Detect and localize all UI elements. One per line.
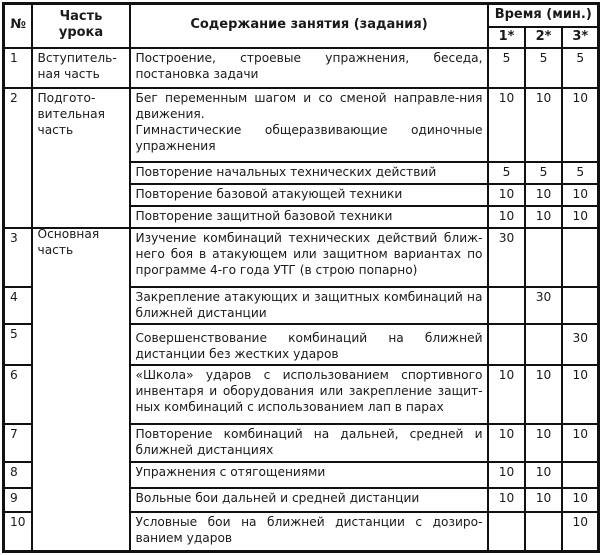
header-lesson-part: Часть урока bbox=[32, 4, 130, 48]
time-2 bbox=[525, 228, 562, 287]
header-number: № bbox=[4, 4, 32, 48]
time-2: 10 bbox=[525, 88, 562, 162]
row-number: 10 bbox=[4, 512, 32, 552]
time-2: 30 bbox=[525, 287, 562, 324]
header-time: Время (мин.) bbox=[488, 4, 599, 27]
time-1: 10 bbox=[488, 365, 525, 424]
time-3: 10 bbox=[562, 365, 599, 424]
header-time-col-2: 2* bbox=[525, 27, 562, 48]
time-3: 10 bbox=[562, 184, 599, 206]
time-1 bbox=[488, 287, 525, 324]
time-1: 10 bbox=[488, 488, 525, 512]
table-row bbox=[4, 88, 599, 162]
time-1 bbox=[488, 324, 525, 365]
time-2: 10 bbox=[525, 488, 562, 512]
task-content bbox=[130, 88, 488, 162]
lesson-part bbox=[32, 228, 130, 552]
header-time-col-1: 1* bbox=[488, 27, 525, 48]
table-row bbox=[4, 48, 599, 88]
time-3 bbox=[562, 228, 599, 287]
time-3: 30 bbox=[562, 324, 599, 365]
task-content-line: Бег переменным шагом и со сменой направле-ния движения. bbox=[135, 90, 483, 121]
time-2: 10 bbox=[525, 206, 562, 228]
task-content: Повторение базовой атакующей техники bbox=[130, 184, 488, 206]
time-3 bbox=[562, 462, 599, 488]
lesson-part-label: Основная часть bbox=[37, 226, 100, 257]
task-content: Построение, строевые упражнения, беседа, постановка задачи bbox=[130, 48, 488, 88]
task-content: Вольные бои дальней и средней дистанции bbox=[130, 488, 488, 512]
time-2 bbox=[525, 324, 562, 365]
task-content: Повторение начальных технических действий bbox=[130, 162, 488, 184]
time-1: 10 bbox=[488, 184, 525, 206]
task-content: Закрепление атакующих и защитных комбинаций на ближней дистанции bbox=[130, 287, 488, 324]
time-3: 10 bbox=[562, 424, 599, 462]
row-number: 7 bbox=[4, 424, 32, 462]
time-3: 10 bbox=[562, 488, 599, 512]
lesson-plan-table bbox=[2, 2, 600, 553]
task-content-line: Гимнастические общеразвивающие одиночные упражнения bbox=[135, 122, 483, 153]
header-time-col-3: 3* bbox=[562, 27, 599, 48]
time-2: 5 bbox=[525, 48, 562, 88]
row-number: 6 bbox=[4, 365, 32, 424]
time-2: 10 bbox=[525, 365, 562, 424]
time-1: 10 bbox=[488, 88, 525, 162]
time-1: 10 bbox=[488, 424, 525, 462]
row-number: 8 bbox=[4, 462, 32, 488]
header-content: Содержание занятия (задания) bbox=[130, 4, 488, 48]
task-content: Повторение защитной базовой техники bbox=[130, 206, 488, 228]
row-number: 9 bbox=[4, 488, 32, 512]
time-1 bbox=[488, 512, 525, 552]
row-number: 3 bbox=[4, 228, 32, 287]
row-number: 5 bbox=[4, 324, 32, 365]
lesson-part: Подгото-вительная часть bbox=[32, 88, 130, 228]
task-content: Условные бои на ближней дистанции с дозиро-ванием ударов bbox=[130, 512, 488, 552]
task-content: Повторение комбинаций на дальней, средней и ближней дистанциях bbox=[130, 424, 488, 462]
time-2: 10 bbox=[525, 462, 562, 488]
time-2: 10 bbox=[525, 424, 562, 462]
task-content: Изучение комбинаций технических действий ближ-него боя в атакующем или защитном вариантах по программе 4-го года УТГ (в строю попарно) bbox=[130, 228, 488, 287]
time-1: 10 bbox=[488, 462, 525, 488]
time-1: 10 bbox=[488, 206, 525, 228]
time-3 bbox=[562, 287, 599, 324]
time-3: 5 bbox=[562, 162, 599, 184]
time-1: 5 bbox=[488, 162, 525, 184]
time-3: 10 bbox=[562, 88, 599, 162]
task-content: «Школа» ударов с использованием спортивного инвентаря и оборудования или закрепление защит-ных комбинаций с использованием лап в парах bbox=[130, 365, 488, 424]
time-2: 10 bbox=[525, 184, 562, 206]
time-1: 30 bbox=[488, 228, 525, 287]
time-3: 5 bbox=[562, 48, 599, 88]
task-content: Упражнения с отягощениями bbox=[130, 462, 488, 488]
time-2: 5 bbox=[525, 162, 562, 184]
row-number: 4 bbox=[4, 287, 32, 324]
lesson-part: Вступитель-ная часть bbox=[32, 48, 130, 88]
row-number: 2 bbox=[4, 88, 32, 228]
time-2 bbox=[525, 512, 562, 552]
time-3: 10 bbox=[562, 512, 599, 552]
task-content: Совершенствование комбинаций на ближней дистанции без жестких ударов bbox=[130, 324, 488, 365]
row-number: 1 bbox=[4, 48, 32, 88]
time-3: 10 bbox=[562, 206, 599, 228]
table-row bbox=[4, 228, 599, 287]
time-1: 5 bbox=[488, 48, 525, 88]
